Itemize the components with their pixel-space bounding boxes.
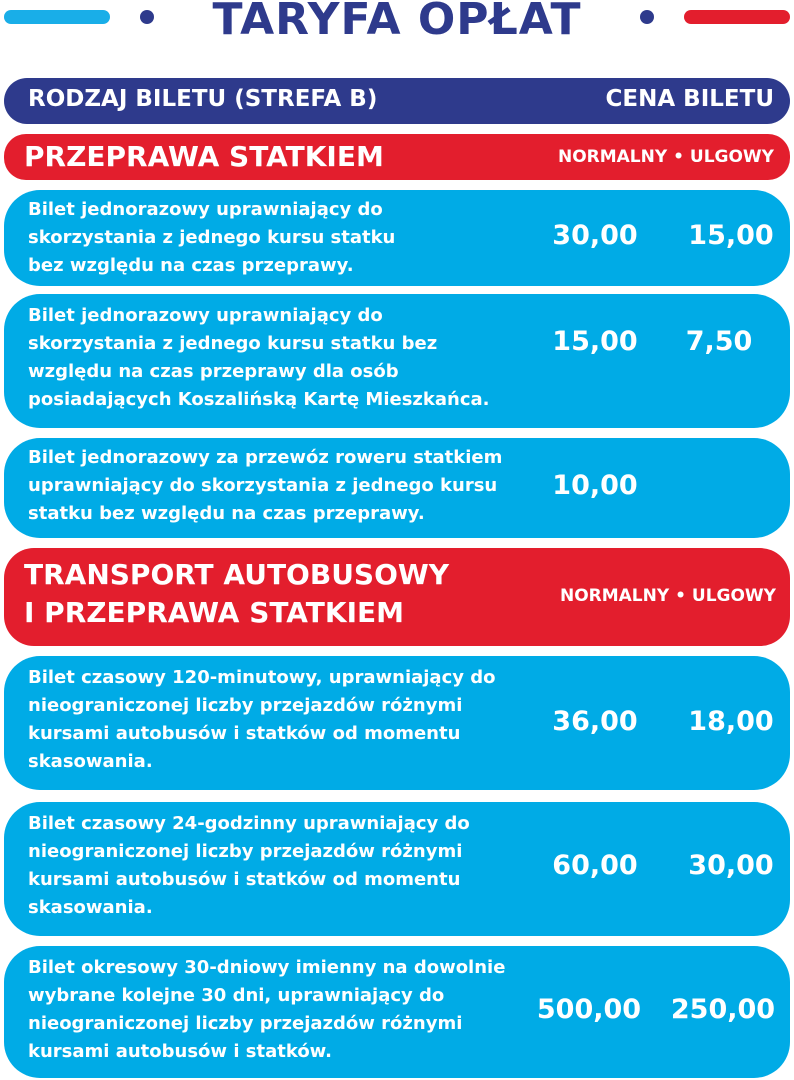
price-normal: 10,00 bbox=[552, 470, 638, 501]
price-normal: 36,00 bbox=[552, 706, 638, 737]
ticket-row bbox=[4, 294, 790, 428]
ticket-row bbox=[4, 802, 790, 936]
ticket-description: Bilet czasowy 120-minutowy, uprawniający do nieograniczonej liczby przejazdów różnymi kursami autobusów i statków od momentu skasowania. bbox=[28, 667, 496, 772]
table-header bbox=[4, 78, 790, 124]
ticket-type-header: RODZAJ BILETU (STREFA B) bbox=[28, 86, 378, 112]
ticket-price-header: CENA BILETU bbox=[605, 86, 774, 112]
section-header-ferry bbox=[4, 134, 790, 180]
section-name: TRANSPORT AUTOBUSOWY I PRZEPRAWA STATKIEM bbox=[24, 558, 450, 629]
price-normal: 60,00 bbox=[552, 850, 638, 881]
ticket-description: Bilet jednorazowy uprawniający do skorzystania z jednego kursu statku bez względu na czas przeprawy dla osób posiadających Koszalińską Kartę Mieszkańca. bbox=[28, 305, 490, 410]
ticket-description: Bilet okresowy 30-dniowy imienny na dowolnie wybrane kolejne 30 dni, uprawniający do nieograniczonej liczby przejazdów różnymi kursami autobusów i statków. bbox=[28, 957, 506, 1062]
price-normal: 15,00 bbox=[552, 326, 638, 357]
ticket-description: Bilet jednorazowy uprawniający do skorzystania z jednego kursu statku bez względu na czas przeprawy. bbox=[28, 199, 396, 276]
price-reduced: 250,00 bbox=[670, 994, 776, 1025]
ticket-description: Bilet czasowy 24-godzinny uprawniający do nieograniczonej liczby przejazdów różnymi kursami autobusów i statków od momentu skasowania. bbox=[28, 813, 470, 918]
ticket-row bbox=[4, 946, 790, 1078]
page-title: TARYFA OPŁAT bbox=[212, 0, 582, 45]
ticket-row bbox=[4, 190, 790, 286]
price-reduced: 30,00 bbox=[688, 850, 774, 881]
decorative-dot-right bbox=[640, 10, 654, 24]
section-name: PRZEPRAWA STATKIEM bbox=[24, 140, 384, 173]
ticket-description: Bilet jednorazowy za przewóz roweru statkiem uprawniający do skorzystania z jednego kursu statku bez względu na czas przeprawy. bbox=[28, 447, 503, 524]
section-header-bus-ferry bbox=[4, 548, 790, 646]
ticket-row bbox=[4, 438, 790, 538]
price-reduced: 7,50 bbox=[685, 326, 753, 357]
section-subheader: NORMALNY • ULGOWY bbox=[557, 147, 774, 167]
section-subheader: NORMALNY • ULGOWY bbox=[559, 586, 776, 606]
price-reduced: 15,00 bbox=[688, 220, 774, 251]
decorative-red-bar bbox=[684, 10, 790, 24]
price-normal: 500,00 bbox=[536, 994, 642, 1025]
ticket-row bbox=[4, 656, 790, 790]
price-normal: 30,00 bbox=[552, 220, 638, 251]
price-reduced: 18,00 bbox=[688, 706, 774, 737]
